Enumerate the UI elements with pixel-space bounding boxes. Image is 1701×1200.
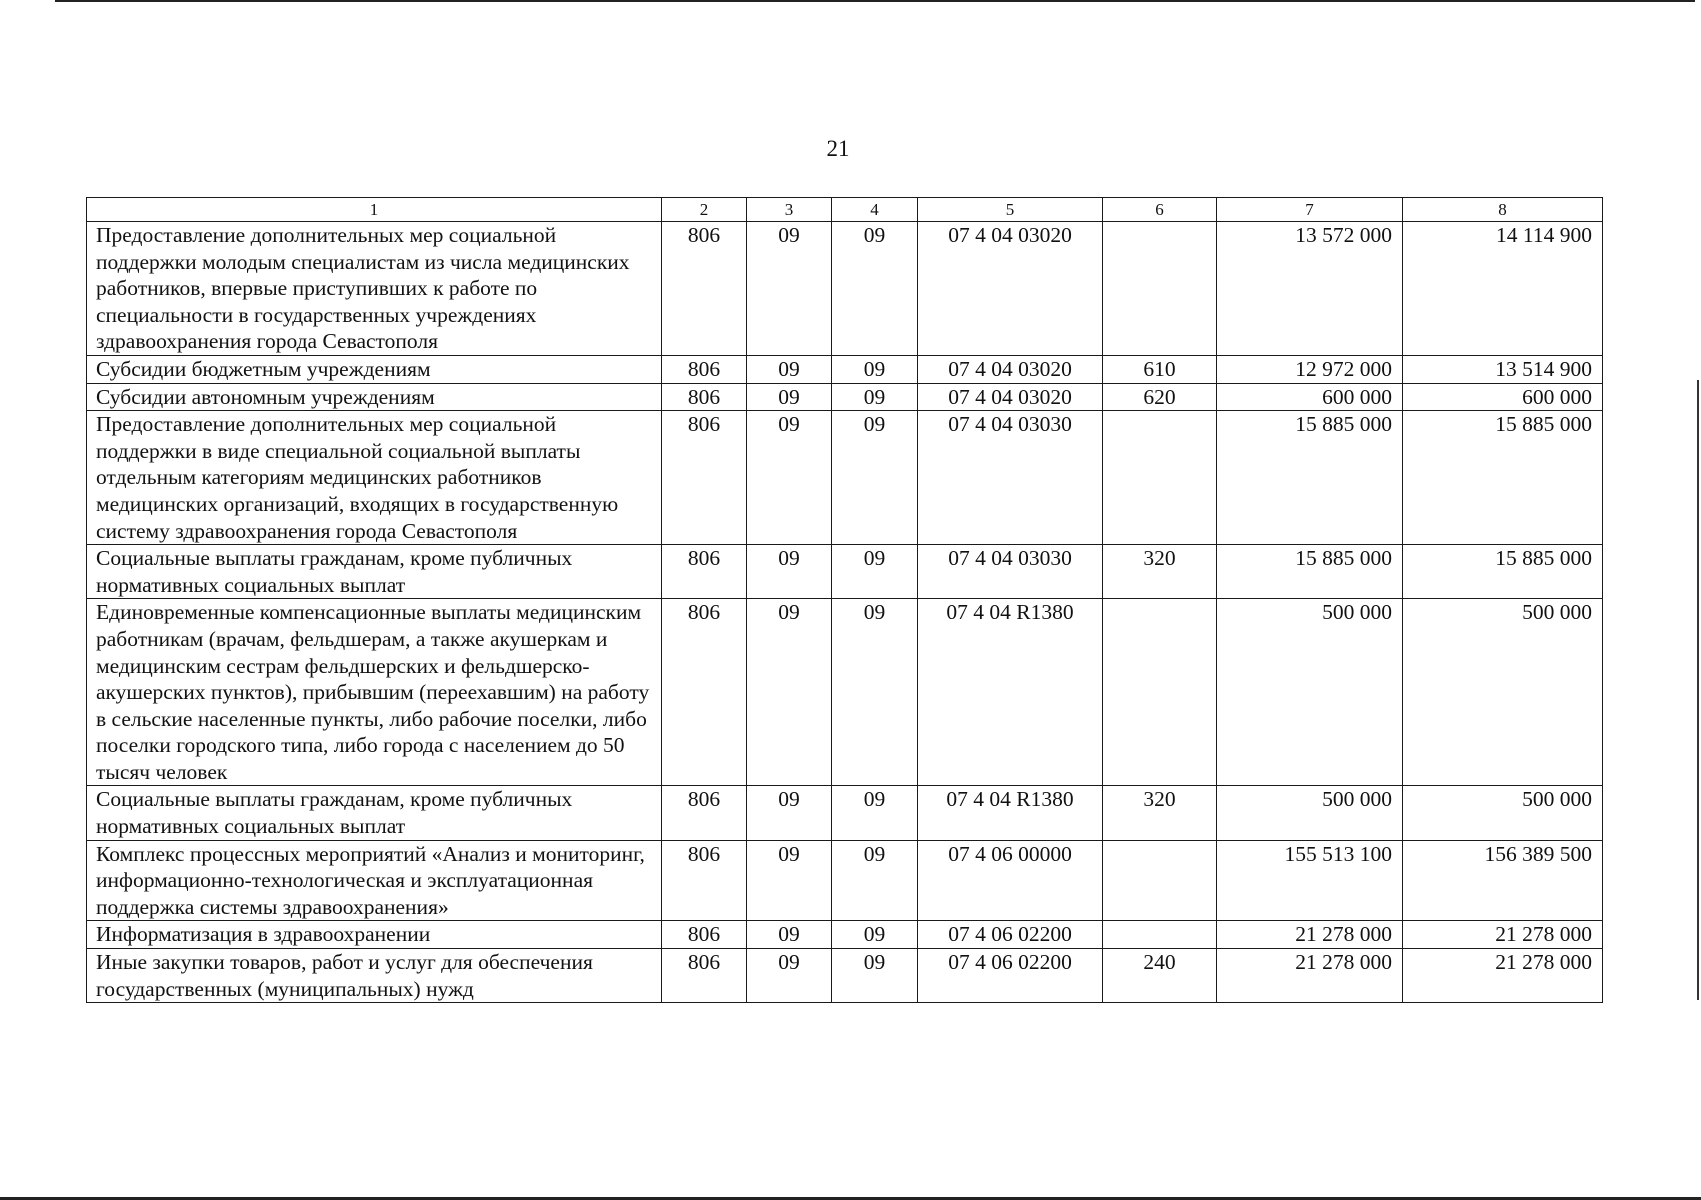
cell-col-4: 09	[832, 949, 918, 1003]
cell-col-3: 09	[747, 222, 832, 356]
row-name: Комплекс процессных мероприятий «Анализ и мониторинг, информационно-технологическая и эксплуатационная поддержка системы здравоохранения»	[87, 840, 662, 921]
top-border-line	[55, 0, 1695, 2]
cell-col-2: 806	[662, 840, 747, 921]
cell-col-4: 09	[832, 383, 918, 411]
cell-col-4: 09	[832, 222, 918, 356]
cell-col-5: 07 4 06 00000	[918, 840, 1103, 921]
cell-col-2: 806	[662, 355, 747, 383]
cell-col-2: 806	[662, 949, 747, 1003]
cell-col-7: 15 885 000	[1217, 411, 1403, 545]
cell-col-4: 09	[832, 411, 918, 545]
header-row	[87, 198, 1603, 222]
cell-col-2: 806	[662, 545, 747, 599]
cell-col-8: 500 000	[1403, 599, 1603, 786]
row-name: Информатизация в здравоохранении	[87, 921, 662, 949]
cell-col-8: 600 000	[1403, 383, 1603, 411]
row-name: Субсидии автономным учреждениям	[87, 383, 662, 411]
cell-col-6	[1103, 840, 1217, 921]
table-row	[87, 599, 1603, 786]
cell-col-6: 240	[1103, 949, 1217, 1003]
cell-col-5: 07 4 04 03030	[918, 411, 1103, 545]
cell-col-2: 806	[662, 411, 747, 545]
cell-col-5: 07 4 04 03020	[918, 383, 1103, 411]
cell-col-5: 07 4 06 02200	[918, 949, 1103, 1003]
cell-col-7: 13 572 000	[1217, 222, 1403, 356]
row-name: Предоставление дополнительных мер социальной поддержки в виде специальной социальной выплаты отдельным категориям медицинских работников медицинских организаций, входящих в государственную систему здравоохранения города Севастополя	[87, 411, 662, 545]
cell-col-3: 09	[747, 545, 832, 599]
cell-col-3: 09	[747, 949, 832, 1003]
table-row	[87, 840, 1603, 921]
cell-col-2: 806	[662, 383, 747, 411]
table-row	[87, 411, 1603, 545]
cell-col-7: 21 278 000	[1217, 949, 1403, 1003]
cell-col-8: 13 514 900	[1403, 355, 1603, 383]
column-header: 3	[747, 198, 832, 222]
row-name: Социальные выплаты гражданам, кроме публичных нормативных социальных выплат	[87, 545, 662, 599]
cell-col-5: 07 4 04 03020	[918, 222, 1103, 356]
table-row	[87, 383, 1603, 411]
cell-col-2: 806	[662, 786, 747, 840]
cell-col-5: 07 4 04 R1380	[918, 599, 1103, 786]
cell-col-8: 21 278 000	[1403, 949, 1603, 1003]
table-row	[87, 786, 1603, 840]
cell-col-8: 500 000	[1403, 786, 1603, 840]
cell-col-7: 500 000	[1217, 599, 1403, 786]
cell-col-7: 21 278 000	[1217, 921, 1403, 949]
row-name: Единовременные компенсационные выплаты медицинским работникам (врачам, фельдшерам, а также акушеркам и медицинским сестрам фельдшерских и фельдшерско-акушерских пунктов), прибывшим (переехавшим) на работу в сельские населенные пункты, либо рабочие поселки, либо поселки городского типа, либо города с населением до 50 тысяч человек	[87, 599, 662, 786]
cell-col-3: 09	[747, 599, 832, 786]
cell-col-3: 09	[747, 786, 832, 840]
cell-col-4: 09	[832, 355, 918, 383]
cell-col-4: 09	[832, 545, 918, 599]
cell-col-5: 07 4 06 02200	[918, 921, 1103, 949]
column-header: 2	[662, 198, 747, 222]
cell-col-3: 09	[747, 411, 832, 545]
cell-col-5: 07 4 04 03030	[918, 545, 1103, 599]
cell-col-6: 320	[1103, 786, 1217, 840]
cell-col-8: 156 389 500	[1403, 840, 1603, 921]
row-name: Социальные выплаты гражданам, кроме публичных нормативных социальных выплат	[87, 786, 662, 840]
cell-col-6	[1103, 599, 1217, 786]
cell-col-7: 600 000	[1217, 383, 1403, 411]
column-header: 6	[1103, 198, 1217, 222]
table-row	[87, 222, 1603, 356]
cell-col-5: 07 4 04 03020	[918, 355, 1103, 383]
column-header: 1	[87, 198, 662, 222]
cell-col-2: 806	[662, 599, 747, 786]
cell-col-7: 12 972 000	[1217, 355, 1403, 383]
cell-col-6: 320	[1103, 545, 1217, 599]
cell-col-5: 07 4 04 R1380	[918, 786, 1103, 840]
cell-col-6: 620	[1103, 383, 1217, 411]
row-name: Иные закупки товаров, работ и услуг для обеспечения государственных (муниципальных) нужд	[87, 949, 662, 1003]
cell-col-7: 155 513 100	[1217, 840, 1403, 921]
cell-col-8: 21 278 000	[1403, 921, 1603, 949]
table-row	[87, 545, 1603, 599]
table-row	[87, 949, 1603, 1003]
cell-col-7: 500 000	[1217, 786, 1403, 840]
cell-col-2: 806	[662, 222, 747, 356]
right-edge-line	[1697, 380, 1699, 1000]
cell-col-6	[1103, 222, 1217, 356]
cell-col-4: 09	[832, 840, 918, 921]
row-name: Предоставление дополнительных мер социальной поддержки молодым специалистам из числа медицинских работников, впервые приступивших к работе по специальности в государственных учреждениях здравоохранения города Севастополя	[87, 222, 662, 356]
column-header: 5	[918, 198, 1103, 222]
cell-col-8: 14 114 900	[1403, 222, 1603, 356]
cell-col-6	[1103, 411, 1217, 545]
cell-col-6: 610	[1103, 355, 1217, 383]
cell-col-3: 09	[747, 383, 832, 411]
cell-col-3: 09	[747, 840, 832, 921]
column-header: 4	[832, 198, 918, 222]
page-number: 21	[826, 136, 850, 161]
cell-col-8: 15 885 000	[1403, 545, 1603, 599]
cell-col-7: 15 885 000	[1217, 545, 1403, 599]
cell-col-4: 09	[832, 599, 918, 786]
table-row	[87, 921, 1603, 949]
cell-col-6	[1103, 921, 1217, 949]
cell-col-2: 806	[662, 921, 747, 949]
cell-col-4: 09	[832, 786, 918, 840]
table-row	[87, 355, 1603, 383]
column-header: 7	[1217, 198, 1403, 222]
budget-table	[86, 197, 1603, 1003]
column-header: 8	[1403, 198, 1603, 222]
cell-col-8: 15 885 000	[1403, 411, 1603, 545]
cell-col-3: 09	[747, 355, 832, 383]
cell-col-4: 09	[832, 921, 918, 949]
cell-col-3: 09	[747, 921, 832, 949]
row-name: Субсидии бюджетным учреждениям	[87, 355, 662, 383]
